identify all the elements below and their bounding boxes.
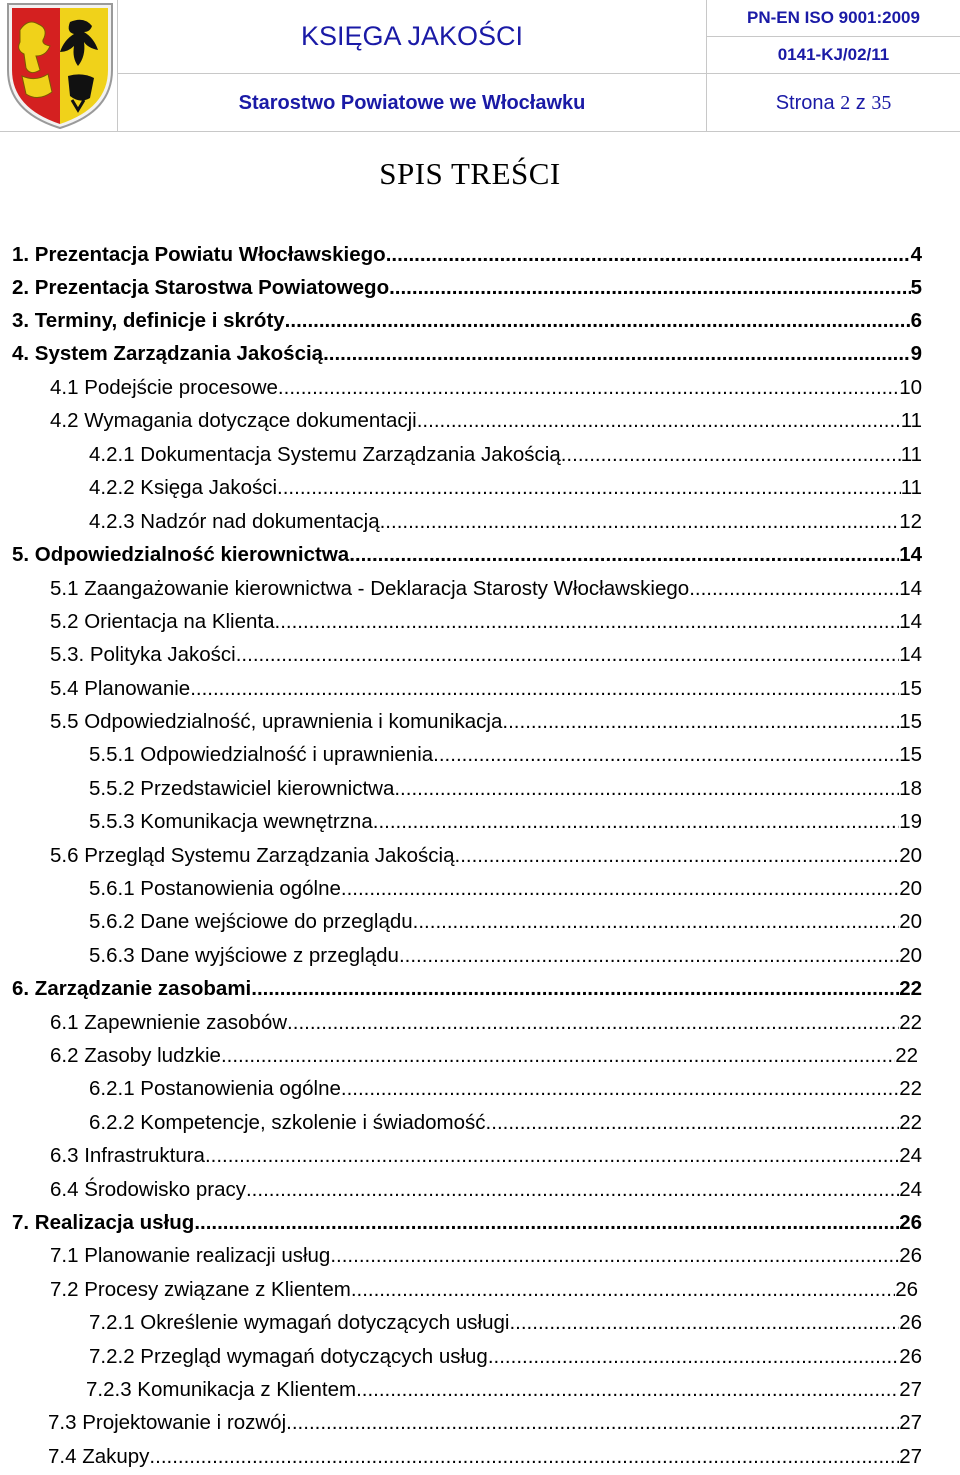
document-header [0, 0, 960, 132]
toc-entry[interactable]: 7. Realizacja usług ..... 26 [12, 1201, 922, 1235]
toc-entry[interactable]: 4.2.3 Nadzór nad dokumentacją ..... 12 [89, 500, 922, 534]
toc-entry[interactable]: 4.2.2 Księga Jakości ..... 11 [89, 466, 922, 500]
standard-label: PN-EN ISO 9001:2009 [706, 0, 960, 37]
toc-entry[interactable]: 2. Prezentacja Starostwa Powiatowego ..... 5 [12, 266, 922, 300]
toc-page-number: 11 [900, 409, 922, 432]
toc-entry[interactable]: 5.6.1 Postanowienia ogólne ..... 20 [89, 867, 922, 901]
toc-page-number: 26 [899, 1244, 922, 1267]
toc-page-number: 4 [910, 243, 922, 266]
toc-entry[interactable]: 7.2 Procesy związane z Klientem ..... 26 [50, 1268, 918, 1302]
toc-entry[interactable]: 6.2.1 Postanowienia ogólne ..... 22 [89, 1067, 922, 1101]
toc-entry[interactable]: 5.4 Planowanie ..... 15 [50, 667, 922, 701]
toc-page-number: 22 [899, 1011, 922, 1034]
toc-page-number: 11 [900, 476, 922, 499]
toc-page-number: 9 [910, 342, 922, 365]
toc-entry[interactable]: 4.1 Podejście procesowe ..... 10 [50, 366, 922, 400]
document-code: 0141-KJ/02/11 [706, 37, 960, 74]
toc-entry[interactable]: 7.4 Zakupy ..... 27 [48, 1435, 922, 1469]
toc-page-number: 15 [899, 743, 922, 766]
toc-entry[interactable]: 6. Zarządzanie zasobami ..... 22 [12, 967, 922, 1001]
toc-page-number: 27 [899, 1411, 922, 1434]
page-indicator [706, 74, 960, 132]
toc-page-number: 26 [895, 1278, 918, 1301]
toc-entry[interactable]: 7.2.1 Określenie wymagań dotyczących usługi ..... 26 [89, 1301, 922, 1335]
toc-page-number: 26 [899, 1211, 922, 1234]
toc-page-number: 14 [899, 543, 922, 566]
toc-page-number: 20 [899, 944, 922, 967]
header-divider [0, 131, 960, 132]
toc-page-number: 20 [899, 910, 922, 933]
toc-page-number: 18 [899, 777, 922, 800]
toc-page-number: 22 [899, 977, 922, 1000]
toc-entry[interactable]: 3. Terminy, definicje i skróty ..... 6 [12, 299, 922, 333]
toc-page-number: 14 [899, 643, 922, 666]
toc-entry[interactable]: 6.2.2 Kompetencje, szkolenie i świadomość ..... 22 [89, 1101, 922, 1135]
organization-name: Starostwo Powiatowe we Włocławku [238, 91, 586, 114]
toc-entry[interactable]: 5.6.3 Dane wyjściowe z przeglądu ..... 20 [89, 934, 922, 968]
toc-page-number: 22 [899, 1077, 922, 1100]
manual-title: KSIĘGA JAKOŚCI [118, 0, 706, 74]
toc-page-number: 26 [899, 1345, 922, 1368]
toc-page-number: 14 [899, 610, 922, 633]
toc-page-number: 19 [899, 810, 922, 833]
toc-entry[interactable]: 6.1 Zapewnienie zasobów ..... 22 [50, 1001, 922, 1035]
toc-page-number: 14 [899, 577, 922, 600]
page-current: 2 [840, 91, 851, 114]
toc-entry[interactable]: 1. Prezentacja Powiatu Włocławskiego ..... 4 [12, 233, 922, 267]
toc-entry[interactable]: 5.2 Orientacja na Klienta ..... 14 [50, 600, 922, 634]
toc-entry[interactable]: 6.3 Infrastruktura ..... 24 [50, 1134, 922, 1168]
toc-entry[interactable]: 5.1 Zaangażowanie kierownictwa - Deklaracja Starosty Włocławskiego ..... 14 [50, 567, 922, 601]
toc-page-number: 24 [899, 1178, 922, 1201]
toc-page-number: 26 [899, 1311, 922, 1334]
toc-page-number: 5 [910, 276, 922, 299]
toc-page-number: 11 [900, 443, 922, 466]
coat-of-arms-logo [0, 0, 118, 132]
toc-page-number: 20 [899, 844, 922, 867]
toc-entry[interactable]: 5.5.1 Odpowiedzialność i uprawnienia ..... 15 [89, 733, 922, 767]
toc-entry[interactable]: 5. Odpowiedzialność kierownictwa ..... 14 [12, 533, 922, 567]
toc-entry[interactable]: 5.5.3 Komunikacja wewnętrzna ..... 19 [89, 800, 922, 834]
toc-page-number: 27 [899, 1445, 922, 1468]
page-of: z [855, 91, 866, 114]
toc-entry[interactable]: 6.2 Zasoby ludzkie ..... 22 [50, 1034, 918, 1068]
toc-entry[interactable]: 7.2.3 Komunikacja z Klientem ..... 27 [86, 1368, 922, 1402]
toc-entry[interactable]: 5.6 Przegląd Systemu Zarządzania Jakością ..... 20 [50, 834, 922, 868]
toc-page-number: 22 [899, 1111, 922, 1134]
page-title: SPIS TREŚCI [379, 156, 561, 191]
toc-entry[interactable]: 4. System Zarządzania Jakością ..... 9 [12, 332, 922, 366]
toc-page-number: 27 [899, 1378, 922, 1401]
toc-page-number: 6 [910, 309, 922, 332]
toc-entry[interactable]: 4.2 Wymagania dotyczące dokumentacji ..... 11 [50, 399, 922, 433]
coat-of-arms-icon [0, 0, 118, 132]
toc-entry[interactable]: 6.4 Środowisko pracy ..... 24 [50, 1168, 922, 1202]
toc-entry[interactable]: 5.5.2 Przedstawiciel kierownictwa ..... 18 [89, 767, 922, 801]
toc-page-number: 24 [899, 1144, 922, 1167]
toc-entry[interactable]: 7.2.2 Przegląd wymagań dotyczących usług ..... 26 [89, 1335, 922, 1369]
toc-page-number: 22 [895, 1044, 918, 1067]
toc-page-number: 20 [899, 877, 922, 900]
toc-page-number: 15 [899, 710, 922, 733]
toc-entry[interactable]: 7.3 Projektowanie i rozwój ..... 27 [48, 1401, 922, 1435]
toc-entry[interactable]: 5.5 Odpowiedzialność, uprawnienia i komunikacja ..... 15 [50, 700, 922, 734]
toc-entry[interactable]: 4.2.1 Dokumentacja Systemu Zarządzania Jakością ..... 11 [89, 433, 922, 467]
page-total: 35 [871, 91, 892, 114]
toc-page-number: 12 [899, 510, 922, 533]
toc-entry[interactable]: 5.6.2 Dane wejściowe do przeglądu ..... 20 [89, 900, 922, 934]
toc-entry[interactable]: 5.3. Polityka Jakości ..... 14 [50, 633, 922, 667]
toc-page-number: 10 [899, 376, 922, 399]
toc-entry[interactable]: 7.1 Planowanie realizacji usług ..... 26 [50, 1234, 922, 1268]
page-word: Strona [775, 91, 835, 114]
toc-page-number: 15 [899, 677, 922, 700]
